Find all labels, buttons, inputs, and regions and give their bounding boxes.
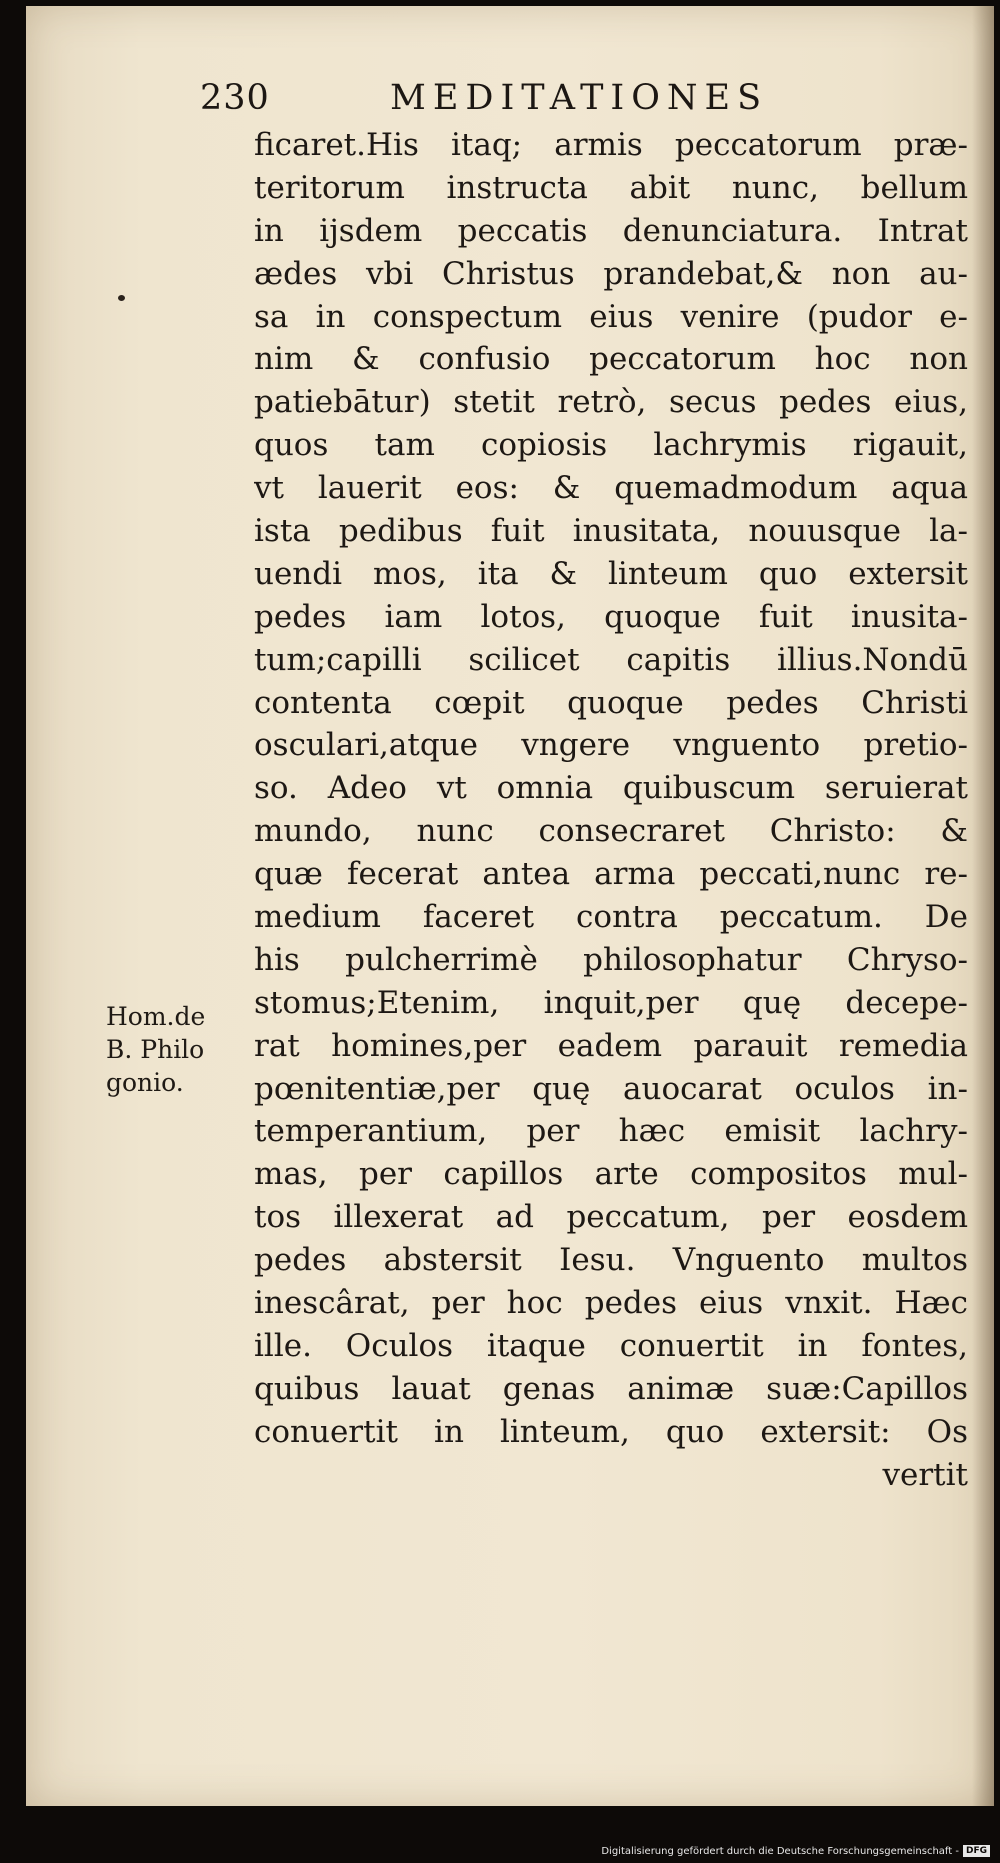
margin-mark — [118, 295, 125, 301]
text-line: medium faceret contra peccatum. De — [254, 899, 968, 936]
margin-note-line: gonio. — [106, 1068, 184, 1097]
text-line: vt lauerit eos: & quemadmodum aqua — [254, 470, 968, 507]
text-line: nim & confusio peccatorum hoc non — [254, 341, 968, 378]
text-line: mundo, nunc consecraret Christo: & — [254, 813, 968, 850]
margin-note-line: Hom.de — [106, 1002, 206, 1031]
catchword: vertit — [882, 1456, 968, 1493]
text-line: conuertit in linteum, quo extersit: Os — [254, 1413, 968, 1450]
text-line: in ijsdem peccatis denunciatura. Intrat — [254, 212, 968, 249]
running-title: MEDITATIONES — [390, 78, 769, 118]
text-line: mas, per capillos arte compositos mul- — [254, 1156, 968, 1193]
dfg-logo: DFG — [963, 1845, 990, 1857]
text-line: osculari,atque vngere vnguento pretio- — [254, 727, 968, 764]
text-line: ista pedibus fuit inusitata, nouusque la- — [254, 513, 968, 550]
text-line: temperantium, per hæc emisit lachry- — [254, 1113, 968, 1150]
text-line: his pulcherrimè philosophatur Chryso- — [254, 941, 968, 978]
text-line: ficaret.His itaq; armis peccatorum præ- — [254, 127, 968, 163]
text-line: tum;capilli scilicet capitis illius.Nondū — [254, 641, 968, 678]
text-line: pedes abstersit Iesu. Vnguento multos — [254, 1242, 968, 1279]
text-line: contenta cœpit quoque pedes Christi — [254, 684, 968, 721]
text-line: pedes iam lotos, quoque fuit inusita- — [254, 598, 968, 635]
text-line: sa in conspectum eius venire (pudor e- — [254, 298, 968, 335]
text-line: quos tam copiosis lachrymis rigauit, — [254, 427, 968, 464]
text-line: so. Adeo vt omnia quibuscum seruierat — [254, 770, 968, 807]
text-line: quibus lauat genas animæ suæ:Capillos — [254, 1370, 968, 1407]
digitization-credit — [601, 1845, 990, 1857]
text-line: teritorum instructa abit nunc, bellum — [254, 169, 968, 206]
credit-text: Digitalisierung gefördert durch die Deutsche Forschungsgemeinschaft - — [601, 1845, 959, 1857]
text-line: patiebātur) stetit retrò, secus pedes eius, — [254, 384, 968, 421]
page-number: 230 — [200, 78, 270, 118]
text-line: tos illexerat ad peccatum, per eosdem — [254, 1199, 968, 1236]
text-line: uendi mos, ita & linteum quo extersit — [254, 555, 968, 592]
margin-note-line: B. Philo — [106, 1035, 205, 1064]
text-line: inescârat, per hoc pedes eius vnxit. Hæc — [254, 1285, 968, 1322]
text-line: ille. Oculos itaque conuertit in fontes, — [254, 1327, 968, 1364]
text-line: ædes vbi Christus prandebat,& non au- — [254, 255, 968, 292]
text-line: stomus;Etenim, inquit,per quę decepe- — [254, 984, 968, 1021]
page-gutter-shadow — [972, 6, 994, 1806]
body-text — [254, 124, 968, 1497]
margin-note — [106, 1000, 266, 1099]
text-line: rat homines,per eadem parauit remedia — [254, 1027, 968, 1064]
page-header — [200, 78, 960, 128]
text-line: pœnitentiæ,per quę auocarat oculos in- — [254, 1070, 968, 1107]
text-line: quæ fecerat antea arma peccati,nunc re- — [254, 856, 968, 893]
